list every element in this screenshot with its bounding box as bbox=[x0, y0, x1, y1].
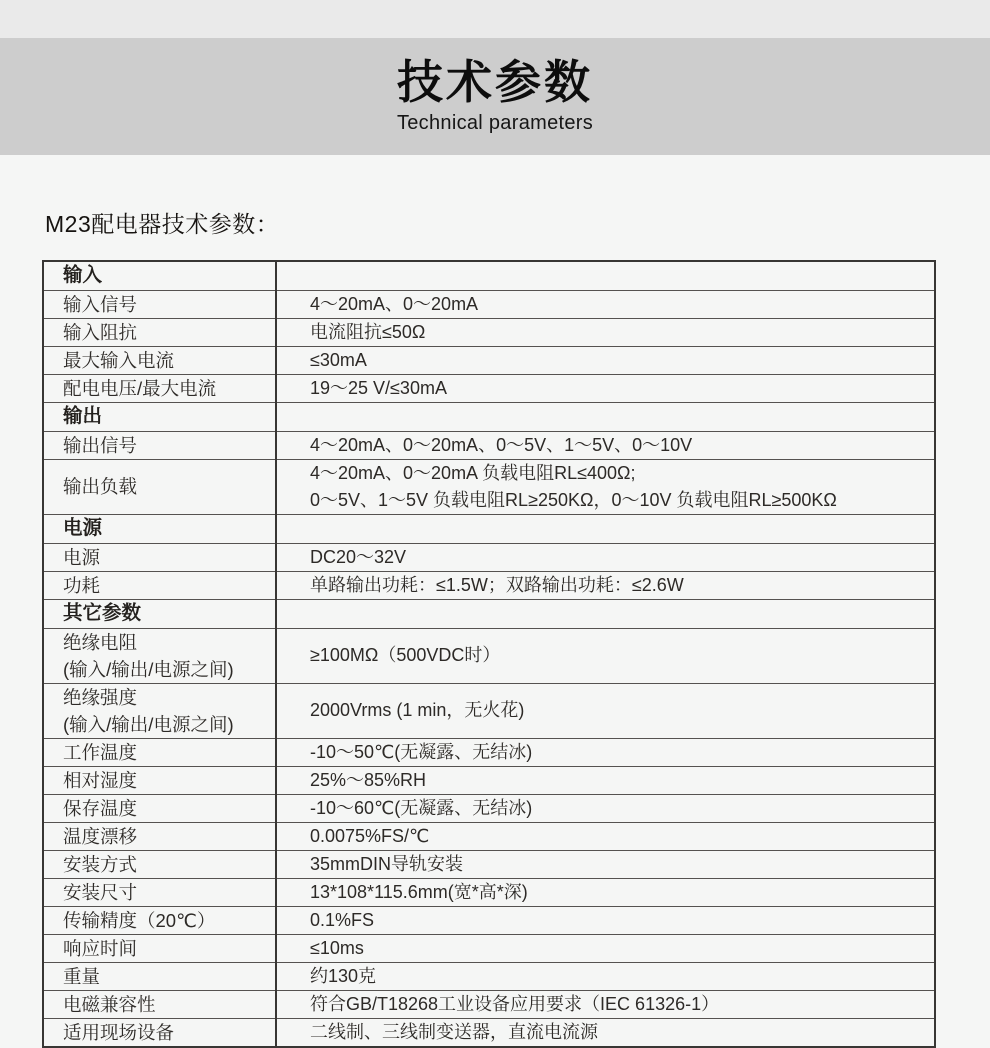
spec-row bbox=[43, 822, 935, 850]
spec-label: 输出负载 bbox=[63, 476, 138, 497]
spec-value-cell bbox=[276, 402, 935, 431]
spec-label: 温度漂移 bbox=[63, 825, 138, 847]
spec-label-cell bbox=[43, 766, 276, 794]
spec-label: 输入阻抗 bbox=[63, 321, 138, 343]
spec-value-cell bbox=[276, 962, 935, 990]
spec-row bbox=[43, 571, 935, 599]
spec-value-cell bbox=[276, 571, 935, 599]
spec-table bbox=[42, 260, 936, 1048]
spec-value-cell bbox=[276, 514, 935, 543]
spec-row bbox=[43, 459, 935, 514]
spec-value-cell bbox=[276, 766, 935, 794]
section-heading: M23配电器技术参数： bbox=[45, 211, 280, 237]
spec-value-cell bbox=[276, 290, 935, 318]
spec-value: 2000Vrms (1 min，无火花) bbox=[310, 700, 525, 720]
spec-value-cell bbox=[276, 878, 935, 906]
spec-value-cell bbox=[276, 599, 935, 628]
spec-row bbox=[43, 878, 935, 906]
spec-row bbox=[43, 850, 935, 878]
spec-value-cell bbox=[276, 459, 935, 514]
spec-row bbox=[43, 346, 935, 374]
spec-row bbox=[43, 962, 935, 990]
spec-value-cell bbox=[276, 261, 935, 290]
spec-value: ≤30mA bbox=[310, 349, 367, 370]
spec-label-cell bbox=[43, 431, 276, 459]
spec-row bbox=[43, 794, 935, 822]
spec-label-cell bbox=[43, 738, 276, 766]
spec-row bbox=[43, 1018, 935, 1047]
spec-row bbox=[43, 934, 935, 962]
spec-value: 13*108*115.6mm(宽*高*深) bbox=[310, 881, 528, 902]
spec-row bbox=[43, 318, 935, 346]
spec-label: 最大输入电流 bbox=[63, 349, 175, 371]
spec-label-cell bbox=[43, 402, 276, 431]
spec-label-cell bbox=[43, 318, 276, 346]
spec-label: 电磁兼容性 bbox=[63, 993, 156, 1015]
spec-label: 绝缘强度 bbox=[63, 686, 138, 708]
spec-value-cell bbox=[276, 431, 935, 459]
spec-label-cell bbox=[43, 543, 276, 571]
spec-value: 约130克 bbox=[310, 965, 377, 986]
spec-value: -10～60℃(无凝露、无结冰) bbox=[310, 797, 533, 818]
spec-value-cell bbox=[276, 794, 935, 822]
spec-value: ≥100MΩ（500VDC时） bbox=[310, 645, 501, 665]
spec-row bbox=[43, 906, 935, 934]
spec-label: 传输精度（20℃） bbox=[63, 909, 216, 931]
spec-label-cell bbox=[43, 571, 276, 599]
spec-value: -10～50℃(无凝露、无结冰) bbox=[310, 741, 533, 762]
spec-row bbox=[43, 543, 935, 571]
spec-value: 电流阻抗≤50Ω bbox=[310, 321, 426, 342]
spec-label: 电源 bbox=[63, 517, 103, 539]
spec-label-cell bbox=[43, 850, 276, 878]
spec-label-line2: (输入/输出/电源之间) bbox=[63, 713, 234, 735]
spec-label-line2: (输入/输出/电源之间) bbox=[63, 658, 234, 680]
spec-label-cell bbox=[43, 878, 276, 906]
spec-row bbox=[43, 374, 935, 402]
spec-value-cell bbox=[276, 543, 935, 571]
spec-value-cell bbox=[276, 990, 935, 1018]
spec-value: 25%～85%RH bbox=[310, 769, 427, 790]
spec-label-cell bbox=[43, 346, 276, 374]
spec-label-cell bbox=[43, 822, 276, 850]
spec-label-cell bbox=[43, 934, 276, 962]
spec-value-cell bbox=[276, 822, 935, 850]
spec-label-cell bbox=[43, 261, 276, 290]
spec-label: 输入 bbox=[63, 264, 103, 287]
spec-label: 适用现场设备 bbox=[63, 1021, 175, 1043]
spec-label-cell bbox=[43, 599, 276, 628]
spec-label: 绝缘电阻 bbox=[63, 631, 138, 653]
spec-row bbox=[43, 738, 935, 766]
spec-label: 安装方式 bbox=[63, 853, 138, 875]
spec-value: 4～20mA、0～20mA、0～5V、1～5V、0～10V bbox=[310, 434, 693, 455]
spec-label-cell bbox=[43, 1018, 276, 1047]
spec-section-row bbox=[43, 402, 935, 431]
spec-label: 功耗 bbox=[63, 574, 101, 596]
spec-label-cell bbox=[43, 628, 276, 683]
spec-label: 配电电压/最大电流 bbox=[63, 377, 217, 399]
spec-label-cell bbox=[43, 683, 276, 738]
spec-value-cell bbox=[276, 934, 935, 962]
page-title: 技术参数 bbox=[397, 56, 593, 109]
spec-label: 响应时间 bbox=[63, 937, 138, 959]
spec-value-line2: 0～5V、1～5V 负载电阻RL≥250KΩ，0～10V 负载电阻RL≥500KΩ bbox=[310, 489, 837, 510]
spec-value: 4～20mA、0～20mA 负载电阻RL≤400Ω; bbox=[310, 462, 636, 483]
spec-label: 电源 bbox=[63, 546, 101, 568]
spec-value-cell bbox=[276, 374, 935, 402]
spec-value-cell bbox=[276, 850, 935, 878]
spec-value-cell bbox=[276, 683, 935, 738]
spec-label-cell bbox=[43, 290, 276, 318]
spec-value-cell bbox=[276, 628, 935, 683]
spec-label-cell bbox=[43, 374, 276, 402]
spec-value-cell bbox=[276, 906, 935, 934]
spec-row bbox=[43, 290, 935, 318]
spec-value: 符合GB/T18268工业设备应用要求（IEC 61326-1） bbox=[310, 993, 720, 1014]
spec-value-cell bbox=[276, 346, 935, 374]
spec-label: 输出 bbox=[63, 405, 103, 427]
spec-value: 二线制、三线制变送器，直流电流源 bbox=[310, 1021, 598, 1042]
spec-table-body bbox=[43, 261, 935, 1047]
spec-label: 相对湿度 bbox=[63, 769, 138, 791]
spec-section-row bbox=[43, 261, 935, 290]
spec-value-cell bbox=[276, 318, 935, 346]
spec-label: 输入信号 bbox=[63, 293, 138, 315]
spec-value: 0.1%FS bbox=[310, 909, 375, 930]
page-subtitle: Technical parameters bbox=[396, 111, 594, 134]
top-strip bbox=[0, 0, 990, 38]
spec-section-row bbox=[43, 599, 935, 628]
spec-row bbox=[43, 990, 935, 1018]
spec-value-cell bbox=[276, 738, 935, 766]
spec-label: 安装尺寸 bbox=[63, 881, 138, 903]
spec-value: 单路输出功耗：≤1.5W；双路输出功耗：≤2.6W bbox=[310, 574, 684, 595]
spec-row bbox=[43, 683, 935, 738]
spec-row bbox=[43, 431, 935, 459]
spec-value-cell bbox=[276, 1018, 935, 1047]
spec-label-cell bbox=[43, 962, 276, 990]
spec-value: 0.0075%FS/℃ bbox=[310, 825, 430, 846]
spec-label-cell bbox=[43, 459, 276, 514]
title-banner bbox=[0, 38, 990, 155]
spec-row bbox=[43, 628, 935, 683]
spec-label-cell bbox=[43, 990, 276, 1018]
spec-value: 19～25 V/≤30mA bbox=[310, 377, 447, 398]
spec-label: 工作温度 bbox=[63, 741, 138, 763]
spec-label: 保存温度 bbox=[63, 797, 138, 819]
spec-row bbox=[43, 766, 935, 794]
spec-label-cell bbox=[43, 514, 276, 543]
spec-value: DC20～32V bbox=[310, 546, 407, 567]
spec-label: 输出信号 bbox=[63, 434, 138, 456]
spec-label: 重量 bbox=[63, 965, 101, 987]
spec-label: 其它参数 bbox=[63, 602, 142, 624]
spec-label-cell bbox=[43, 906, 276, 934]
spec-value: 4～20mA、0～20mA bbox=[310, 293, 479, 314]
spec-section-row bbox=[43, 514, 935, 543]
spec-value: 35mmDIN导轨安装 bbox=[310, 853, 464, 874]
spec-value: ≤10ms bbox=[310, 937, 364, 958]
spec-label-cell bbox=[43, 794, 276, 822]
